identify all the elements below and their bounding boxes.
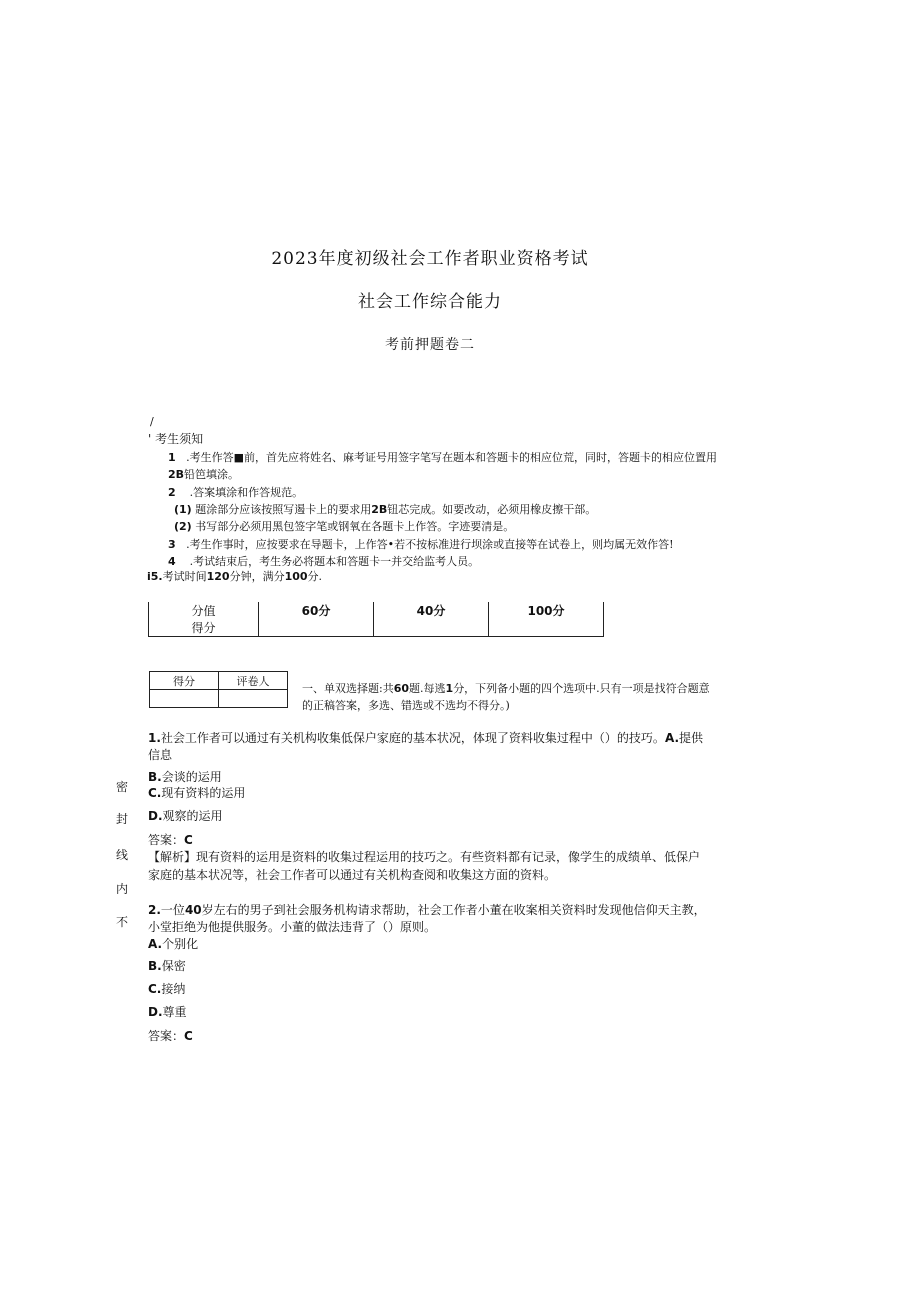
- seal-char: 封: [116, 812, 129, 826]
- seal-char: 内: [116, 882, 129, 896]
- score-table: [148, 602, 604, 637]
- question-1-option-c: C.现有资料的运用: [148, 786, 246, 800]
- question-2-option-c: C.接纳: [148, 982, 186, 996]
- grader-table: [149, 671, 288, 708]
- grader-score-cell[interactable]: [150, 690, 219, 708]
- question-2-option-a: A.个别化: [148, 937, 199, 951]
- score-cell[interactable]: [374, 619, 489, 637]
- question-1-option-d: D.观察的运用: [148, 809, 223, 823]
- question-1-answer: 答案：C: [148, 833, 193, 847]
- question-1-stem: 1.社会工作者可以通过有关机构收集低保户家庭的基本状况，体现了资料收集过程中（）的技巧。A.提供: [148, 731, 704, 745]
- notice-item-1-cont: 2B铅笆填涂。: [168, 468, 240, 481]
- notice-item-2-1: (1) 题涂部分应该按照写遏卡上的要求用2B钮芯完成。如要改动，必须用橡皮擦干部。: [174, 503, 597, 516]
- exam-title: 2023年度初级社会工作者职业资格考试: [271, 249, 589, 269]
- notice-item-5: i5.考试时间120分钟，满分100分.: [147, 570, 323, 583]
- question-2-stem: 2.一位40岁左右的男子到社会服务机构请求帮助，社会工作者小董在收案相关资料时发现他信仰天主教，: [148, 903, 706, 917]
- question-1-stem-cont: 信息: [148, 748, 173, 762]
- exam-subject: 社会工作综合能力: [358, 292, 502, 312]
- question-1-option-b: B.会谈的运用: [148, 770, 222, 784]
- grader-name-cell[interactable]: [219, 690, 288, 708]
- question-1-analysis-line2: 家庭的基本状况等，社会工作者可以通过有关机构查阅和收集这方面的资料。: [148, 868, 557, 882]
- grader-name-header: 评卷人: [219, 672, 288, 690]
- notice-item-4: 4 .考试结束后，考生务必将题本和答题卡一并交给监考人员。: [168, 555, 480, 568]
- score-label-value: 分值: [149, 602, 259, 619]
- notice-item-2-2: (2) 书写部分必须用黑包签字笔或钢氧在各题卡上作答。字迹要清是。: [174, 520, 515, 533]
- question-1-analysis-line1: 【解析】现有资料的运用是资料的收集过程运用的技巧之。有些资料都有记录，像学生的成绩单、低保户: [148, 850, 701, 864]
- section-instructions-line1: 一、单双选择题:共60题.每逃1分，下列备小题的四个选项中.只有一项是找符合题意: [302, 682, 710, 695]
- seal-char: 线: [116, 848, 129, 862]
- question-2-stem-cont: 小堂拒绝为他提供服务。小董的做法违背了（）原则。: [148, 920, 437, 934]
- notice-heading: ' 考生须知: [148, 432, 204, 446]
- section-instructions-line2: 的正稿答案，多选、错选或不选均不得分。): [302, 699, 510, 712]
- score-col-2: 40分: [374, 602, 489, 619]
- question-2-option-d: D.尊重: [148, 1005, 187, 1019]
- score-label-got: 得分: [149, 619, 259, 637]
- seal-char: 不: [116, 915, 129, 929]
- score-cell[interactable]: [489, 619, 604, 637]
- notice-item-2: 2 .答案填涂和作答规范。: [168, 486, 304, 499]
- seal-char: 密: [116, 780, 129, 794]
- notice-item-1: 1 .考生作答■前，首先应将姓名、麻考证号用签字笔写在题本和答题卡的相应位荒，同时，答题卡的相应位置用: [168, 451, 718, 464]
- paper-name: 考前押题卷二: [385, 337, 475, 353]
- score-cell[interactable]: [259, 619, 374, 637]
- question-2-option-b: B.保密: [148, 959, 186, 973]
- grader-score-header: 得分: [150, 672, 219, 690]
- question-2-answer: 答案：C: [148, 1029, 193, 1043]
- score-col-3: 100分: [489, 602, 604, 619]
- score-col-1: 60分: [259, 602, 374, 619]
- stray-slash: /: [150, 415, 154, 428]
- notice-item-3: 3 .考生作事时，应按要求在导题卡，上作答•若不按标准进行坝涂或直接等在试卷上，则均属无效作答!: [168, 538, 674, 551]
